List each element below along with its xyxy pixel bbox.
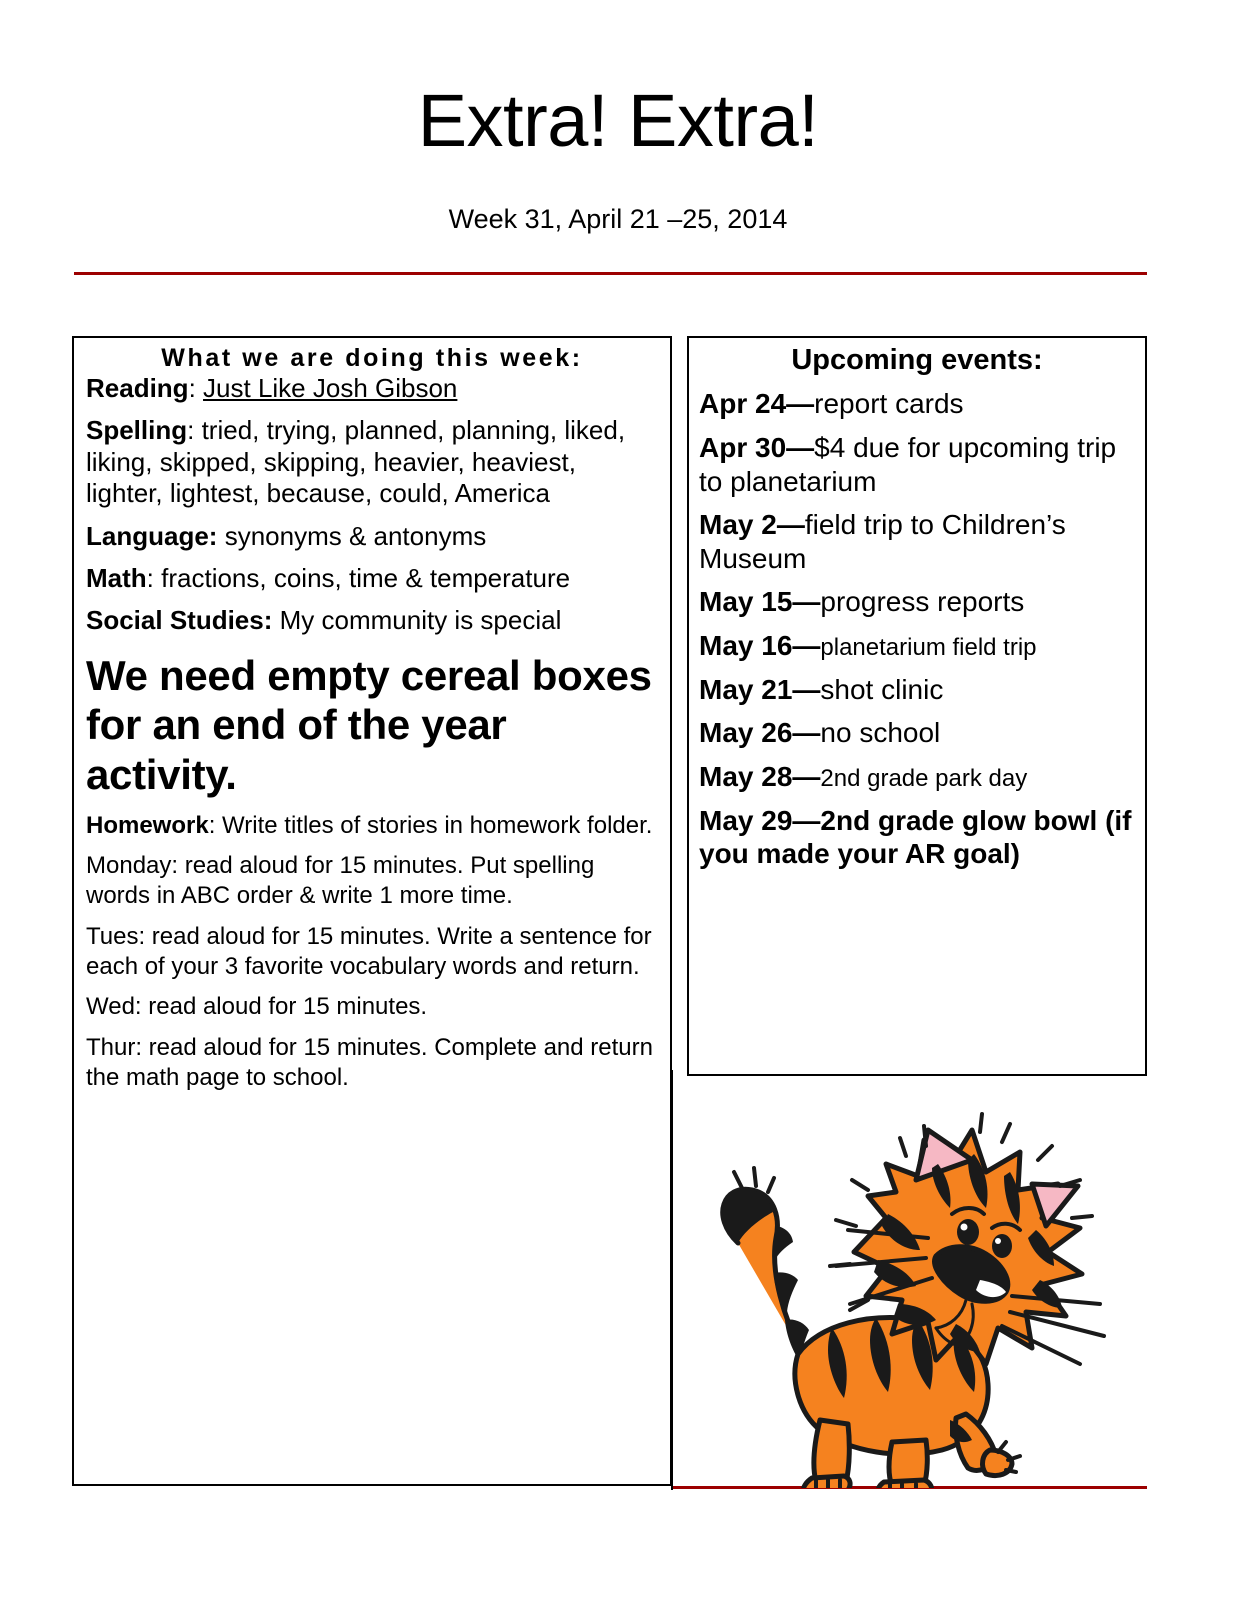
event-description: report cards xyxy=(814,388,964,420)
subject-value-reading: Just Like Josh Gibson xyxy=(203,372,458,403)
subject-label-language: Language: xyxy=(86,520,218,551)
tiger-cat-icon xyxy=(680,1068,1150,1488)
masthead xyxy=(0,0,1236,235)
upcoming-events-heading: Upcoming events: xyxy=(791,344,1043,376)
event-item xyxy=(699,387,1135,421)
event-item xyxy=(699,673,1135,707)
event-date: Apr 24 xyxy=(699,388,787,420)
subject-separator-math: : xyxy=(146,563,162,594)
event-dash: — xyxy=(786,431,815,463)
event-item xyxy=(699,431,1135,498)
event-dash: — xyxy=(792,717,821,749)
issue-date: Week 31, April 21 –25, 2014 xyxy=(448,204,788,234)
event-item xyxy=(699,629,1135,663)
event-dash: — xyxy=(792,586,821,618)
subject-label-reading: Reading xyxy=(86,372,189,403)
event-description: no school xyxy=(820,717,941,749)
event-date: Apr 30 xyxy=(699,431,787,463)
event-description: shot clinic xyxy=(820,673,944,705)
subject-value-language: synonyms & antonyms xyxy=(224,520,487,551)
event-item xyxy=(699,585,1135,619)
cereal-box-announcement: We need empty cereal boxes for an end of the year activity. xyxy=(86,651,652,799)
subject-value-social-studies: My community is special xyxy=(279,605,562,636)
event-dash: — xyxy=(792,629,821,661)
event-date: May 21 xyxy=(699,673,793,705)
event-date: May 29 xyxy=(699,804,793,836)
subject-row-math xyxy=(86,563,658,594)
homework-day-thursday: Thur: read aloud for 15 minutes. Complete and return the math page to school. xyxy=(86,1034,653,1091)
event-description: $4 due for upcoming trip to planetarium xyxy=(699,431,1117,497)
event-item xyxy=(699,804,1135,871)
homework-day-monday: Monday: read aloud for 15 minutes. Put spelling words in ABC order & write 1 more time. xyxy=(86,852,595,910)
event-date: May 26 xyxy=(699,717,793,749)
weekly-overview-box xyxy=(72,336,672,1486)
event-description: progress reports xyxy=(820,586,1025,618)
subject-value-math: fractions, coins, time & temperature xyxy=(161,563,571,594)
subject-separator-language xyxy=(217,521,224,551)
event-dash: — xyxy=(786,388,815,420)
subject-separator-social-studies xyxy=(272,605,279,635)
homework-day-tuesday: Tues: read aloud for 15 minutes. Write a sentence for each of your 3 favorite vocabulary words and return. xyxy=(86,922,652,980)
homework-label: Homework xyxy=(86,811,209,839)
subject-label-spelling: Spelling xyxy=(86,415,188,446)
event-dash: — xyxy=(792,804,821,836)
event-item xyxy=(699,760,1135,794)
event-dash: — xyxy=(792,673,821,705)
homework-day-wednesday: Wed: read aloud for 15 minutes. xyxy=(86,993,428,1021)
event-item xyxy=(699,508,1135,575)
event-dash: — xyxy=(792,760,821,792)
tiger-cat-illustration xyxy=(680,1068,1150,1488)
subject-label-math: Math xyxy=(86,563,147,594)
event-item xyxy=(699,716,1135,750)
event-description: field trip to Children’s Museum xyxy=(699,509,1066,574)
event-dash: — xyxy=(776,509,805,541)
homework-intro-row xyxy=(86,811,658,841)
event-description: 2nd grade park day xyxy=(820,764,1028,792)
subject-row-reading xyxy=(86,373,658,404)
subject-label-social-studies: Social Studies: xyxy=(86,605,273,636)
event-date: May 15 xyxy=(699,586,793,618)
subject-row-social-studies xyxy=(86,605,658,636)
homework-separator: : xyxy=(208,811,223,839)
upcoming-events-box xyxy=(687,336,1147,1076)
subject-row-spelling xyxy=(86,415,658,509)
event-date: May 28 xyxy=(699,760,793,792)
subject-separator-reading: : xyxy=(188,372,204,403)
subject-row-language xyxy=(86,521,658,552)
event-date: May 16 xyxy=(699,629,793,661)
subject-separator-spelling: : xyxy=(187,415,202,446)
header-divider-rule xyxy=(74,272,1147,275)
event-date: May 2 xyxy=(699,509,777,541)
page-title: Extra! Extra! xyxy=(417,79,819,162)
homework-intro-text: Write titles of stories in homework folder. xyxy=(222,811,653,839)
event-description: planetarium field trip xyxy=(820,633,1037,661)
subject-value-spelling: tried, trying, planned, planning, liked, liking, skipped, skipping, heavier, heaviest, lighter, lightest, because, could, America xyxy=(86,415,626,509)
event-description: 2nd grade glow bowl (if you made your AR goal) xyxy=(699,804,1132,870)
weekly-overview-heading: What we are doing this week: xyxy=(161,344,583,372)
